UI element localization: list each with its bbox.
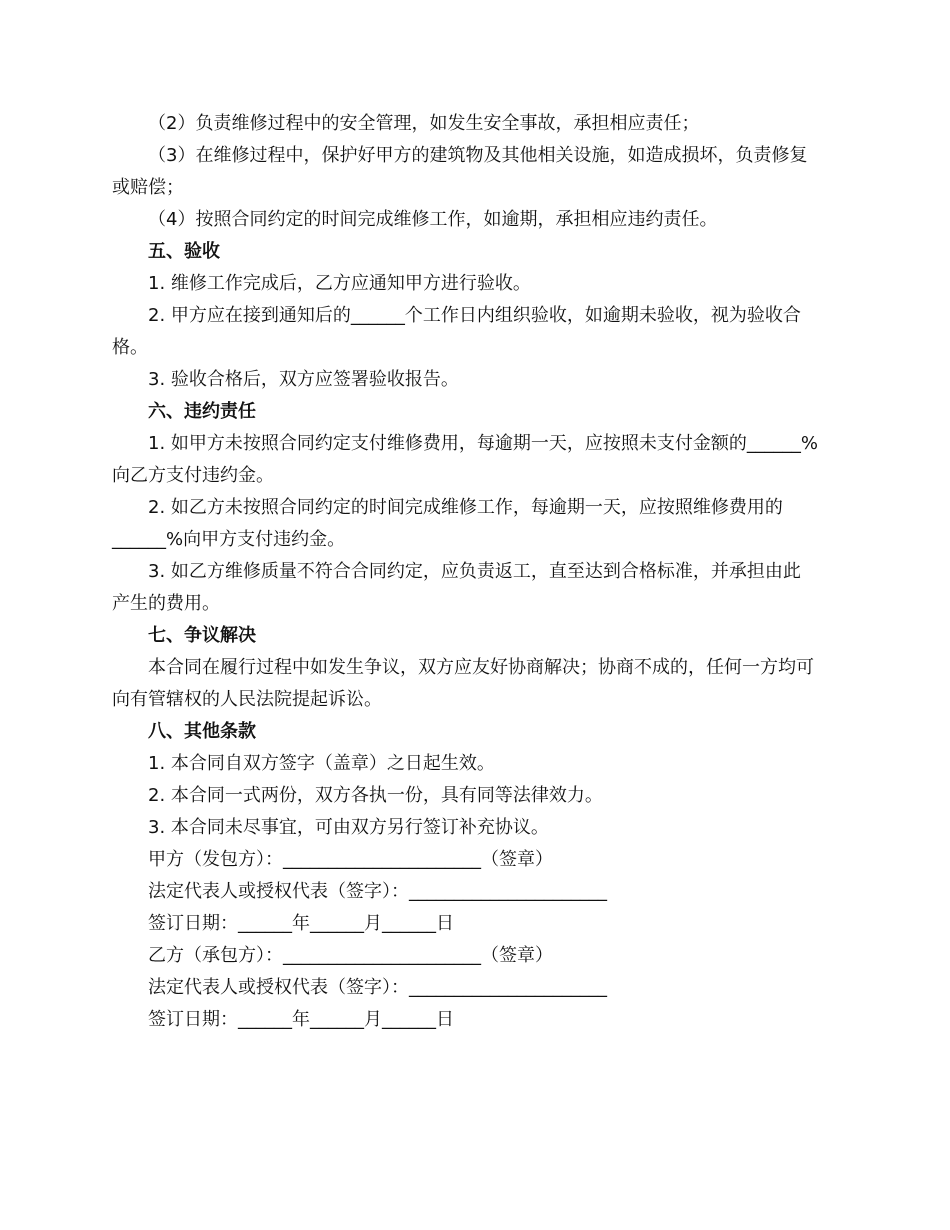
- clause-4-item-3-continued: 或赔偿；: [112, 177, 184, 198]
- liability-item-2: 2. 如乙方未按照合同约定的时间完成维修工作，每逾期一天，应按照维修费用的: [148, 497, 783, 518]
- liability-item-2-continued: ______%向甲方支付违约金。: [112, 529, 346, 550]
- party-b-signature-line: 乙方（承包方）：______________________（签章）: [148, 945, 553, 966]
- clause-4-item-4: （4）按照合同约定的时间完成维修工作，如逾期，承担相应违约责任。: [148, 209, 718, 230]
- section-heading-acceptance: 五、验收: [148, 241, 220, 262]
- section-heading-other-terms: 八、其他条款: [148, 721, 256, 742]
- dispute-paragraph-continued: 向有管辖权的人民法院提起诉讼。: [112, 689, 382, 710]
- section-heading-liability: 六、违约责任: [148, 401, 256, 422]
- liability-item-3-continued: 产生的费用。: [112, 593, 220, 614]
- clause-4-item-2: （2）负责维修过程中的安全管理，如发生安全事故，承担相应责任；: [148, 113, 700, 134]
- acceptance-item-3: 3. 验收合格后，双方应签署验收报告。: [148, 369, 459, 390]
- clause-4-item-3: （3）在维修过程中，保护好甲方的建筑物及其他相关设施，如造成损坏，负责修复: [148, 145, 808, 166]
- party-b-representative-line: 法定代表人或授权代表（签字）：______________________: [148, 977, 607, 998]
- liability-item-1: 1. 如甲方未按照合同约定支付维修费用，每逾期一天，应按照未支付金额的______%: [148, 433, 818, 454]
- other-terms-item-1: 1. 本合同自双方签字（盖章）之日起生效。: [148, 753, 495, 774]
- other-terms-item-2: 2. 本合同一式两份，双方各执一份，具有同等法律效力。: [148, 785, 603, 806]
- party-b-date-line: 签订日期：______年______月______日: [148, 1009, 454, 1030]
- section-heading-dispute: 七、争议解决: [148, 625, 256, 646]
- party-a-signature-line: 甲方（发包方）：______________________（签章）: [148, 849, 553, 870]
- party-a-date-line: 签订日期：______年______月______日: [148, 913, 454, 934]
- acceptance-item-1: 1. 维修工作完成后，乙方应通知甲方进行验收。: [148, 273, 531, 294]
- other-terms-item-3: 3. 本合同未尽事宜，可由双方另行签订补充协议。: [148, 817, 549, 838]
- acceptance-item-2-continued: 格。: [112, 337, 148, 358]
- party-a-representative-line: 法定代表人或授权代表（签字）：______________________: [148, 881, 607, 902]
- acceptance-item-2: 2. 甲方应在接到通知后的______个工作日内组织验收，如逾期未验收，视为验收合: [148, 305, 801, 326]
- liability-item-1-continued: 向乙方支付违约金。: [112, 465, 274, 486]
- dispute-paragraph: 本合同在履行过程中如发生争议，双方应友好协商解决；协商不成的，任何一方均可: [148, 657, 814, 678]
- liability-item-3: 3. 如乙方维修质量不符合合同约定，应负责返工，直至达到合格标准，并承担由此: [148, 561, 801, 582]
